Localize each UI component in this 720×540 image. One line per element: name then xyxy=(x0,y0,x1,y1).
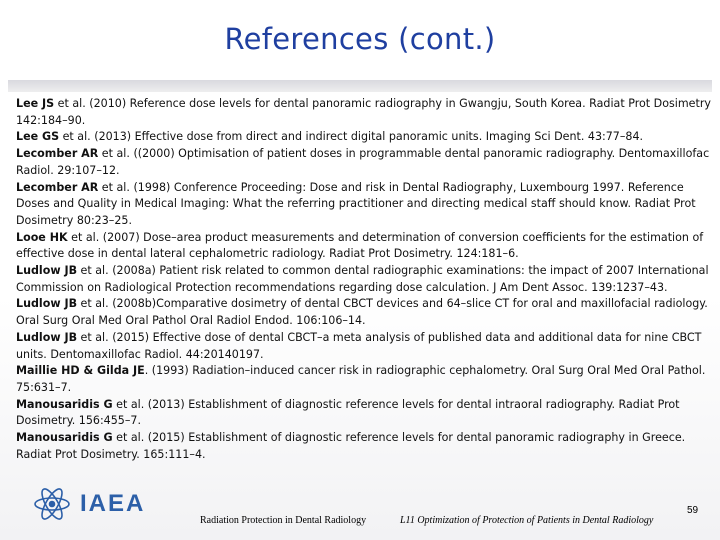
reference-text: . (1993) Radiation–induced cancer risk in radiographic cephalometry. Oral Surg Oral Med Oral Pathol. 75:631–7. xyxy=(16,364,706,394)
reference-author: Lecomber AR xyxy=(16,147,99,161)
title-divider xyxy=(8,80,712,92)
reference-author: Maillie HD & Gilda JE xyxy=(16,364,145,378)
footer-lecture-title: L11 Optimization of Protection of Patients in Dental Radiology xyxy=(400,515,654,526)
reference-item xyxy=(16,230,718,263)
reference-author: Manousaridis G xyxy=(16,431,113,445)
reference-item xyxy=(16,263,718,296)
reference-author: Lee JS xyxy=(16,97,55,110)
reference-item xyxy=(16,296,718,329)
reference-author: Manousaridis G xyxy=(16,397,113,411)
reference-item xyxy=(16,430,718,463)
reference-text: et al. (2013) Establishment of diagnostic reference levels for dental intraoral radiography. Radiat Prot Dosimetry. 156:455–7. xyxy=(16,397,680,428)
reference-author: Ludlow JB xyxy=(16,297,78,311)
reference-text: et al. (2013) Effective dose from direct and indirect digital panoramic units. Imaging Sci Dent. 43:77–84. xyxy=(59,130,644,144)
reference-text: et al. (2015) Establishment of diagnostic reference levels for dental panoramic radiography in Greece. Radiat Prot Dosimetry. 165:111–4. xyxy=(16,431,686,461)
reference-author: Lee GS xyxy=(16,130,60,144)
reference-text: et al. (2008a) Patient risk related to common dental radiographic examinations: the impact of 2007 International Commission on Radiological Protection recommendations regarding dose calculation. J Am Dent Assoc. 139:1237–43. xyxy=(16,264,709,294)
reference-text: et al. (2007) Dose–area product measurements and determination of conversion coefficients for the estimation of effective dose in dental lateral cephalometric radiology. Radiat Prot Dosimetry. 124:181–6. xyxy=(16,230,704,261)
footer-course-title: Radiation Protection in Dental Radiology xyxy=(200,515,367,526)
reference-text: et al. (1998) Conference Proceeding: Dose and risk in Dental Radiography, Luxembourg 1997. Reference Doses and Quality in Medical Imaging: What the referring practitioner and directing medical staff should know. Radiat Prot Dosimetry 80:23–25. xyxy=(16,180,696,227)
reference-text: et al. ((2000) Optimisation of patient doses in programmable dental panoramic radiography. Dentomaxillofac Radiol. 29:107–12. xyxy=(16,147,710,177)
reference-author: Ludlow JB xyxy=(16,264,78,278)
reference-author: Lecomber AR xyxy=(16,180,99,194)
reference-text: et al. (2010) Reference dose levels for dental panoramic radiography in Gwangju, South Korea. Radiat Prot Dosimetry 142:184–90. xyxy=(16,97,711,127)
reference-item xyxy=(16,146,718,179)
reference-item xyxy=(16,96,718,129)
reference-author: Looe HK xyxy=(16,230,68,244)
reference-author: Ludlow JB xyxy=(16,330,78,344)
iaea-logo-text: IAEA xyxy=(80,490,146,517)
reference-item xyxy=(16,129,718,146)
reference-text: et al. (2008b)Comparative dosimetry of dental CBCT devices and 64–slice CT for oral and maxillofacial radiology. Oral Surg Oral Med Oral Pathol Oral Radiol Endod. 106:106–14. xyxy=(16,297,708,328)
reference-item xyxy=(16,363,718,396)
page-number: 59 xyxy=(687,505,699,516)
reference-list xyxy=(16,96,718,463)
reference-text: et al. (2015) Effective dose of dental CBCT–a meta analysis of published data and additional data for nine CBCT units. Dentomaxillofac Radiol. 44:20140197. xyxy=(16,330,702,361)
reference-item xyxy=(16,180,718,230)
reference-item xyxy=(16,330,718,363)
reference-item xyxy=(16,397,718,430)
slide-title: References (cont.) xyxy=(224,22,496,56)
